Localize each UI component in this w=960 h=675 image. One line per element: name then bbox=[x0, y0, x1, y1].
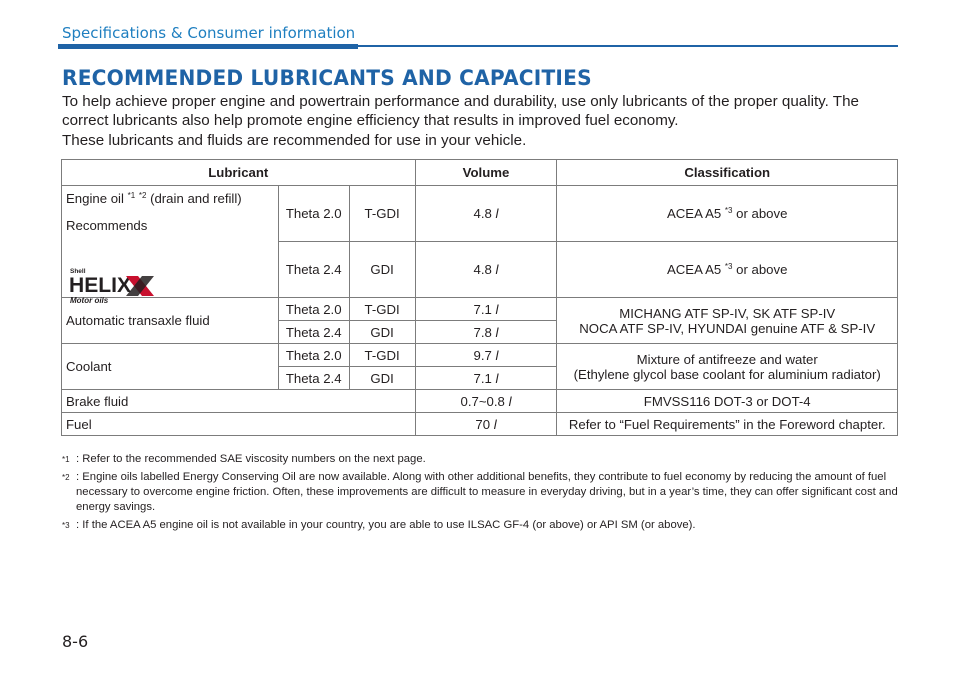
footnote-text: : Engine oils labelled Energy Conserving Oil are now available. Along with other additional benefits, they contribute to fuel economy by reducing the amount of fuel necessary to overcome engine friction. Often, these improvements are difficult to measure in everyday driving, but in a year’s time, they can offer significant cost and energy savings. bbox=[76, 471, 898, 513]
engine-cell: Theta 2.0 bbox=[278, 298, 349, 321]
volume-cell: 7.1 l bbox=[415, 298, 557, 321]
footnote-mark: *3 bbox=[62, 521, 70, 530]
table-row bbox=[62, 390, 898, 413]
classification-cell: ACEA A5 $^{*3}$ or above bbox=[557, 242, 898, 298]
volume-cell: 9.7 l bbox=[415, 344, 557, 367]
volume-cell: 7.1 l bbox=[415, 367, 557, 390]
footnote bbox=[62, 452, 902, 467]
shell-helix-logo bbox=[68, 266, 158, 306]
classification-cell: ACEA A5 $^{*3}$ or above bbox=[557, 186, 898, 242]
table-row bbox=[62, 344, 898, 367]
recommends-label: Recommends bbox=[66, 218, 148, 233]
footnotes bbox=[62, 452, 902, 536]
footnote-mark: *2 bbox=[62, 473, 70, 482]
engine-cell: Theta 2.0 bbox=[278, 344, 349, 367]
volume-cell: 4.8 l bbox=[415, 186, 557, 242]
table-header-row bbox=[62, 160, 898, 186]
classification-cell: FMVSS116 DOT-3 or DOT-4 bbox=[557, 390, 898, 413]
header-lubricant: Lubricant bbox=[62, 160, 416, 186]
section-header: Specifications & Consumer information bbox=[62, 24, 356, 42]
engine-cell: Theta 2.4 bbox=[278, 321, 349, 344]
engine-cell: Theta 2.4 bbox=[278, 242, 349, 298]
header-classification: Classification bbox=[557, 160, 898, 186]
volume-cell: 0.7~0.8 l bbox=[415, 390, 557, 413]
intro-paragraph-2: These lubricants and fluids are recommended for use in your vehicle. bbox=[62, 132, 527, 149]
atf-classification: MICHANG ATF SP-IV, SK ATF SP-IV NOCA ATF SP-IV, HYUNDAI genuine ATF & SP-IV bbox=[557, 298, 898, 344]
page-number: 8-6 bbox=[62, 632, 89, 651]
engine-cell: Theta 2.4 bbox=[278, 367, 349, 390]
header-volume: Volume bbox=[415, 160, 557, 186]
engine-type-cell: T-GDI bbox=[349, 298, 415, 321]
table-row bbox=[62, 186, 898, 242]
engine-type-cell: GDI bbox=[349, 321, 415, 344]
classification-cell: Refer to “Fuel Requirements” in the Foreword chapter. bbox=[557, 413, 898, 436]
footnote-text: : Refer to the recommended SAE viscosity numbers on the next page. bbox=[76, 453, 426, 465]
engine-type-cell: GDI bbox=[349, 242, 415, 298]
header-rule bbox=[58, 44, 358, 49]
coolant-label: Coolant bbox=[62, 344, 279, 390]
footnote bbox=[62, 470, 902, 515]
fuel-label: Fuel bbox=[62, 413, 416, 436]
engine-type-cell: T-GDI bbox=[349, 186, 415, 242]
page-title: RECOMMENDED LUBRICANTS AND CAPACITIES bbox=[62, 66, 592, 90]
volume-cell: 4.8 l bbox=[415, 242, 557, 298]
volume-cell: 70 l bbox=[415, 413, 557, 436]
intro-paragraph: To help achieve proper engine and powertrain performance and durability, use only lubricants of the proper quality. The correct lubricants also help promote engine efficiency that results in improved fuel economy. bbox=[62, 93, 859, 129]
brake-fluid-label: Brake fluid bbox=[62, 390, 416, 413]
footnote bbox=[62, 518, 902, 533]
engine-type-cell: GDI bbox=[349, 367, 415, 390]
footnote-mark: *1 bbox=[62, 455, 70, 464]
footnote-text: : If the ACEA A5 engine oil is not available in your country, you are able to use ILSAC GF-4 (or above) or API SM (or above). bbox=[76, 519, 696, 531]
atf-label: Automatic transaxle fluid bbox=[62, 298, 279, 344]
header-rule-line bbox=[358, 45, 898, 47]
lubricants-table bbox=[61, 159, 898, 436]
engine-type-cell: T-GDI bbox=[349, 344, 415, 367]
table-row bbox=[62, 413, 898, 436]
svg-text:Motor oils: Motor oils bbox=[70, 296, 109, 305]
engine-oil-label: Engine oil $^{*1}$ $^{*2}$ (drain and refill) bbox=[66, 191, 242, 206]
engine-cell: Theta 2.0 bbox=[278, 186, 349, 242]
svg-text:HELIX: HELIX bbox=[69, 274, 131, 297]
volume-cell: 7.8 l bbox=[415, 321, 557, 344]
engine-oil-cell bbox=[62, 186, 279, 305]
table-row bbox=[62, 298, 898, 321]
coolant-classification: Mixture of antifreeze and water (Ethylene glycol base coolant for aluminium radiator) bbox=[557, 344, 898, 390]
svg-text:Shell: Shell bbox=[70, 268, 86, 275]
